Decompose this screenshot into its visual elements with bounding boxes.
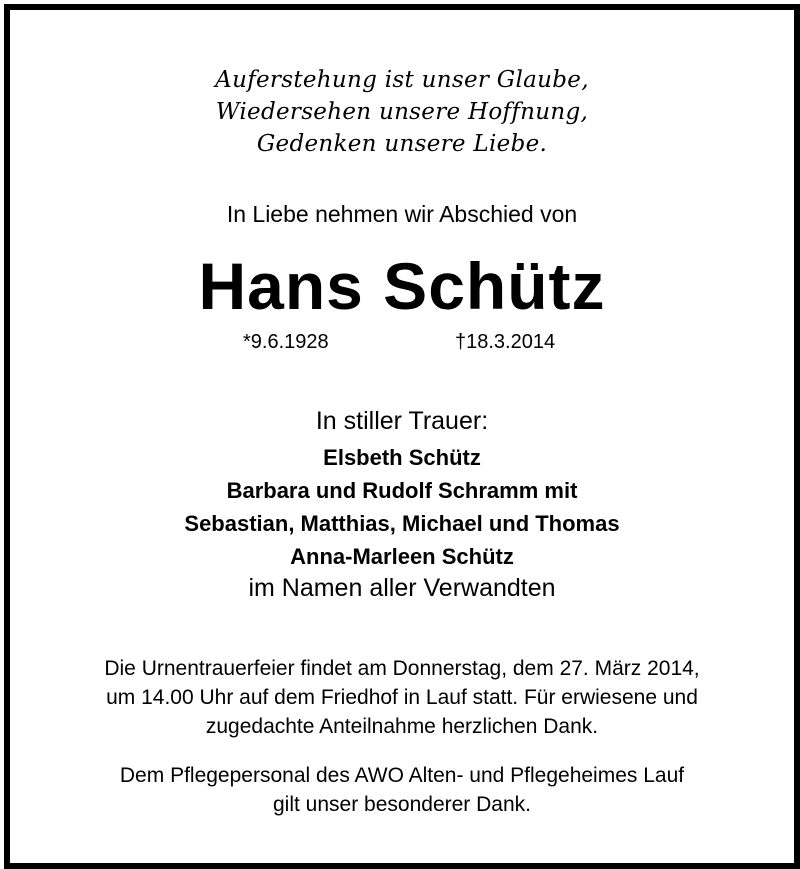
mourner-name: Anna-Marleen Schütz: [290, 544, 514, 569]
relatives-closing: im Namen aller Verwandten: [248, 574, 556, 602]
ceremony-line-1: Die Urnentrauerfeier findet am Donnerstag, dem 27. März 2014,: [104, 657, 700, 680]
ceremony-line-3: zugedachte Anteilnahme herzlichen Dank.: [205, 715, 599, 738]
thanks-line-1: Dem Pflegepersonal des AWO Alten- und Pflegeheimes Lauf: [119, 764, 685, 787]
mourner-name: Elsbeth Schütz: [323, 445, 481, 470]
mourning-heading: In stiller Trauer:: [315, 407, 489, 435]
obituary-content: [10, 10, 794, 863]
verse-line-2: Wiedersehen unsere Hoffnung,: [215, 99, 589, 125]
farewell-intro: In Liebe nehmen wir Abschied von: [226, 201, 578, 227]
obituary-notice: [4, 4, 800, 869]
death-date: †18.3.2014: [455, 331, 556, 353]
mourner-name: Barbara und Rudolf Schramm mit: [226, 478, 578, 503]
thanks-line-2: gilt unser besonderer Dank.: [273, 793, 531, 816]
birth-date: *9.6.1928: [243, 331, 329, 353]
deceased-name: Hans Schütz: [198, 249, 606, 323]
verse-line-1: Auferstehung ist unser Glaube,: [215, 67, 589, 93]
life-dates: [10, 331, 794, 359]
ceremony-line-2: um 14.00 Uhr auf dem Friedhof in Lauf statt. Für erwiesene und: [106, 686, 698, 709]
mourner-name: Sebastian, Matthias, Michael und Thomas: [184, 511, 620, 536]
verse-line-3: Gedenken unsere Liebe.: [256, 131, 548, 157]
